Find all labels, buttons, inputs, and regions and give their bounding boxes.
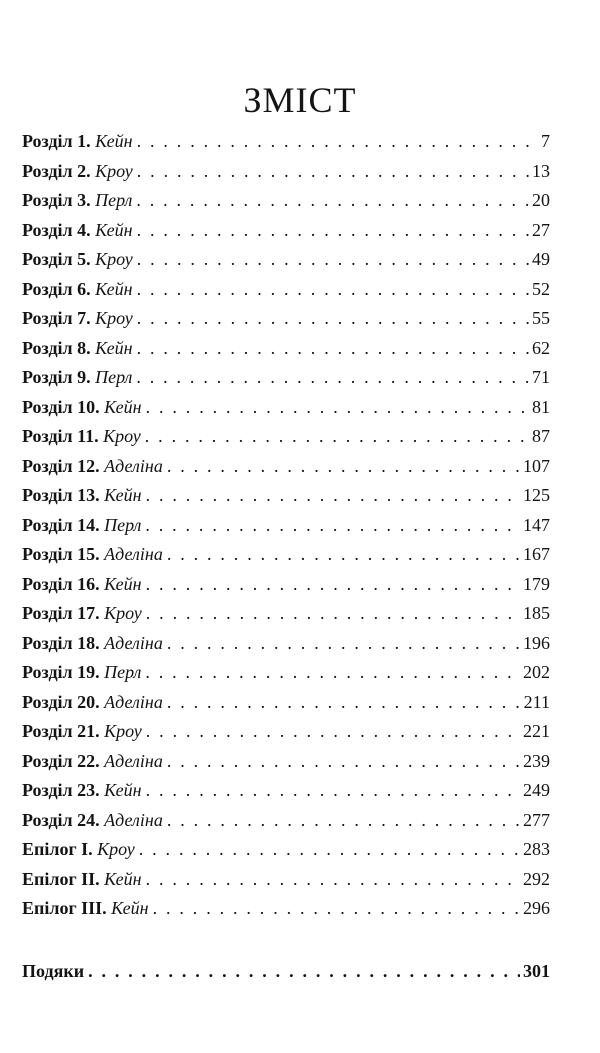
entry-narrator: Перл bbox=[95, 367, 133, 387]
entry-page-number: 71 bbox=[532, 367, 550, 387]
entry-label: Розділ 2 bbox=[22, 160, 87, 181]
entry-label: Епілог І bbox=[22, 839, 89, 859]
entry-label: Розділ 15 bbox=[22, 544, 96, 564]
toc-entry: Розділ 7 . Кроу . . . 55 bbox=[22, 304, 550, 334]
entry-narrator: Кроу bbox=[104, 721, 142, 741]
dot-leader bbox=[167, 747, 520, 777]
toc-entry: Розділ 9 . Перл . . . 71 bbox=[22, 363, 550, 393]
entry-narrator: Аделіна bbox=[104, 632, 163, 653]
entry-label: Розділ 20 bbox=[22, 691, 96, 712]
dot-leader bbox=[136, 186, 529, 216]
toc-entry: Розділ 8 . Кейн . . . 62 bbox=[22, 334, 550, 364]
dot-leader bbox=[146, 865, 520, 895]
entry-narrator: Аделіна bbox=[104, 544, 163, 564]
entry-label: Розділ 17 bbox=[22, 603, 96, 623]
toc-entry: Розділ 1 . Кейн . . . 7 bbox=[22, 127, 550, 157]
entry-narrator: Перл bbox=[95, 190, 133, 210]
entry-narrator: Кейн bbox=[104, 573, 142, 594]
entry-page-number: 196 bbox=[523, 632, 550, 653]
entry-narrator: Кейн bbox=[95, 337, 133, 358]
entry-label: Розділ 23 bbox=[22, 780, 96, 800]
toc-entry: Розділ 5 . Кроу . . . 49 bbox=[22, 245, 550, 275]
toc-entry: Розділ 22 . Аделіна . . . 239 bbox=[22, 747, 550, 777]
dot-leader bbox=[145, 422, 529, 452]
entry-page-number: 62 bbox=[532, 337, 550, 358]
toc-entry: Розділ 2 . Кроу . . . 13 bbox=[22, 157, 550, 187]
entry-label: Подяки bbox=[22, 960, 85, 981]
dot-leader bbox=[167, 452, 520, 482]
entry-page-number: 125 bbox=[523, 485, 550, 505]
toc-entry: Розділ 18 . Аделіна . . . 196 bbox=[22, 629, 550, 659]
entry-page-number: 202 bbox=[523, 662, 550, 682]
dot-leader bbox=[146, 393, 529, 423]
entry-narrator: Кейн bbox=[95, 131, 133, 151]
entry-narrator: Кейн bbox=[104, 780, 142, 800]
dot-leader bbox=[153, 894, 520, 924]
entry-narrator: Кейн bbox=[104, 868, 142, 889]
toc-entry: Розділ 6 . Кейн . . . 52 bbox=[22, 275, 550, 305]
toc-entry: Епілог ІІІ . Кейн . . . 296 bbox=[22, 894, 550, 924]
entry-page-number: 147 bbox=[523, 514, 550, 535]
toc-entry: Розділ 10 . Кейн . . . 81 bbox=[22, 393, 550, 423]
entry-label: Розділ 13 bbox=[22, 485, 96, 505]
entry-page-number: 277 bbox=[523, 809, 550, 830]
entry-page-number: 179 bbox=[523, 573, 550, 594]
entry-label: Розділ 10 bbox=[22, 396, 96, 417]
entry-label: Розділ 24 bbox=[22, 809, 96, 830]
entry-label: Розділ 7 bbox=[22, 308, 87, 328]
entry-label: Розділ 8 bbox=[22, 337, 87, 358]
dot-leader bbox=[137, 304, 529, 334]
dot-leader bbox=[146, 776, 520, 806]
dot-leader bbox=[137, 334, 529, 364]
dot-leader bbox=[145, 511, 520, 541]
toc-entry: Розділ 21 . Кроу . . . 221 bbox=[22, 717, 550, 747]
dot-leader bbox=[145, 658, 520, 688]
dot-leader bbox=[137, 157, 529, 187]
toc-entry: Розділ 15 . Аделіна . . . 167 bbox=[22, 540, 550, 570]
entry-narrator: Кроу bbox=[95, 160, 133, 181]
entry-page-number: 81 bbox=[532, 396, 550, 417]
entry-label: Розділ 21 bbox=[22, 721, 96, 741]
dot-leader bbox=[146, 717, 520, 747]
entry-page-number: 283 bbox=[523, 839, 550, 859]
entry-narrator: Аделіна bbox=[104, 455, 163, 476]
entry-narrator: Кроу bbox=[97, 839, 135, 859]
entry-narrator: Кейн bbox=[95, 278, 133, 299]
dot-leader bbox=[139, 835, 520, 865]
table-of-contents bbox=[22, 127, 550, 986]
dot-leader bbox=[88, 957, 520, 987]
entry-page-number: 49 bbox=[532, 249, 550, 269]
toc-entry: Розділ 20 . Аделіна . . . 211 bbox=[22, 688, 550, 718]
entry-page-number: 87 bbox=[532, 426, 550, 446]
entry-narrator: Кейн bbox=[104, 485, 142, 505]
toc-entry: Епілог І . Кроу . . . 283 bbox=[22, 835, 550, 865]
entry-label: Розділ 22 bbox=[22, 750, 96, 771]
entry-narrator: Кроу bbox=[95, 308, 133, 328]
entry-label: Розділ 5 bbox=[22, 249, 87, 269]
entry-label: Розділ 6 bbox=[22, 278, 87, 299]
entry-page-number: 7 bbox=[541, 131, 550, 151]
entry-label: Епілог ІІ bbox=[22, 868, 96, 889]
entry-label: Розділ 19 bbox=[22, 662, 96, 682]
entry-label: Розділ 12 bbox=[22, 455, 96, 476]
toc-entry: Розділ 11 . Кроу . . . 87 bbox=[22, 422, 550, 452]
entry-label: Епілог ІІІ bbox=[22, 898, 103, 918]
entry-page-number: 249 bbox=[523, 780, 550, 800]
dot-leader bbox=[136, 363, 529, 393]
toc-entry: Розділ 23 . Кейн . . . 249 bbox=[22, 776, 550, 806]
toc-entry: Епілог ІІ . Кейн . . . 292 bbox=[22, 865, 550, 895]
entry-narrator: Кроу bbox=[104, 603, 142, 623]
entry-page-number: 292 bbox=[523, 868, 550, 889]
dot-leader bbox=[146, 599, 520, 629]
entry-narrator: Перл bbox=[104, 662, 142, 682]
entry-narrator: Кейн bbox=[104, 396, 142, 417]
entry-page-number: 55 bbox=[532, 308, 550, 328]
dot-leader bbox=[137, 216, 529, 246]
entry-page-number: 107 bbox=[523, 455, 550, 476]
dot-leader bbox=[167, 629, 520, 659]
entry-page-number: 20 bbox=[532, 190, 550, 210]
toc-entry: Розділ 24 . Аделіна . . . 277 bbox=[22, 806, 550, 836]
toc-entry: Розділ 3 . Перл . . . 20 bbox=[22, 186, 550, 216]
page-title: ЗМІСТ bbox=[243, 80, 357, 120]
entry-label: Розділ 1 bbox=[22, 131, 87, 151]
dot-leader bbox=[137, 127, 538, 157]
entry-page-number: 211 bbox=[523, 691, 550, 712]
entry-page-number: 27 bbox=[532, 219, 550, 240]
dot-leader bbox=[146, 570, 520, 600]
entry-label: Розділ 16 bbox=[22, 573, 96, 594]
entry-narrator: Аделіна bbox=[104, 691, 163, 712]
entry-label: Розділ 3 bbox=[22, 190, 87, 210]
toc-entry bbox=[22, 957, 550, 987]
entry-page-number: 221 bbox=[523, 721, 550, 741]
entry-narrator: Кейн bbox=[111, 898, 149, 918]
entry-narrator: Кроу bbox=[95, 249, 133, 269]
toc-entry: Розділ 17 . Кроу . . . 185 bbox=[22, 599, 550, 629]
toc-entry: Розділ 4 . Кейн . . . 27 bbox=[22, 216, 550, 246]
entry-narrator: Аделіна bbox=[104, 809, 163, 830]
entry-page-number: 185 bbox=[523, 603, 550, 623]
entry-label: Розділ 18 bbox=[22, 632, 96, 653]
entry-label: Розділ 4 bbox=[22, 219, 87, 240]
entry-narrator: Аделіна bbox=[104, 750, 163, 771]
entry-page-number: 13 bbox=[532, 160, 550, 181]
entry-label: Розділ 14 bbox=[22, 514, 96, 535]
dot-leader bbox=[167, 688, 521, 718]
entry-page-number: 167 bbox=[523, 544, 550, 564]
entry-label: Розділ 11 bbox=[22, 426, 95, 446]
entry-narrator: Кейн bbox=[95, 219, 133, 240]
entry-narrator: Кроу bbox=[103, 426, 141, 446]
dot-leader bbox=[146, 481, 520, 511]
entry-page-number: 52 bbox=[532, 278, 550, 299]
dot-leader bbox=[167, 806, 520, 836]
toc-entry: Розділ 16 . Кейн . . . 179 bbox=[22, 570, 550, 600]
toc-entry: Розділ 12 . Аделіна . . . 107 bbox=[22, 452, 550, 482]
dot-leader bbox=[167, 540, 520, 570]
entry-page-number: 239 bbox=[523, 750, 550, 771]
toc-entry: Розділ 14 . Перл . . . 147 bbox=[22, 511, 550, 541]
dot-leader bbox=[137, 245, 529, 275]
toc-entry: Розділ 13 . Кейн . . . 125 bbox=[22, 481, 550, 511]
entry-label: Розділ 9 bbox=[22, 367, 87, 387]
dot-leader bbox=[137, 275, 529, 305]
entry-narrator: Перл bbox=[104, 514, 142, 535]
toc-entry: Розділ 19 . Перл . . . 202 bbox=[22, 658, 550, 688]
entry-page-number: 296 bbox=[523, 898, 550, 918]
entry-page-number: 301 bbox=[523, 960, 550, 981]
